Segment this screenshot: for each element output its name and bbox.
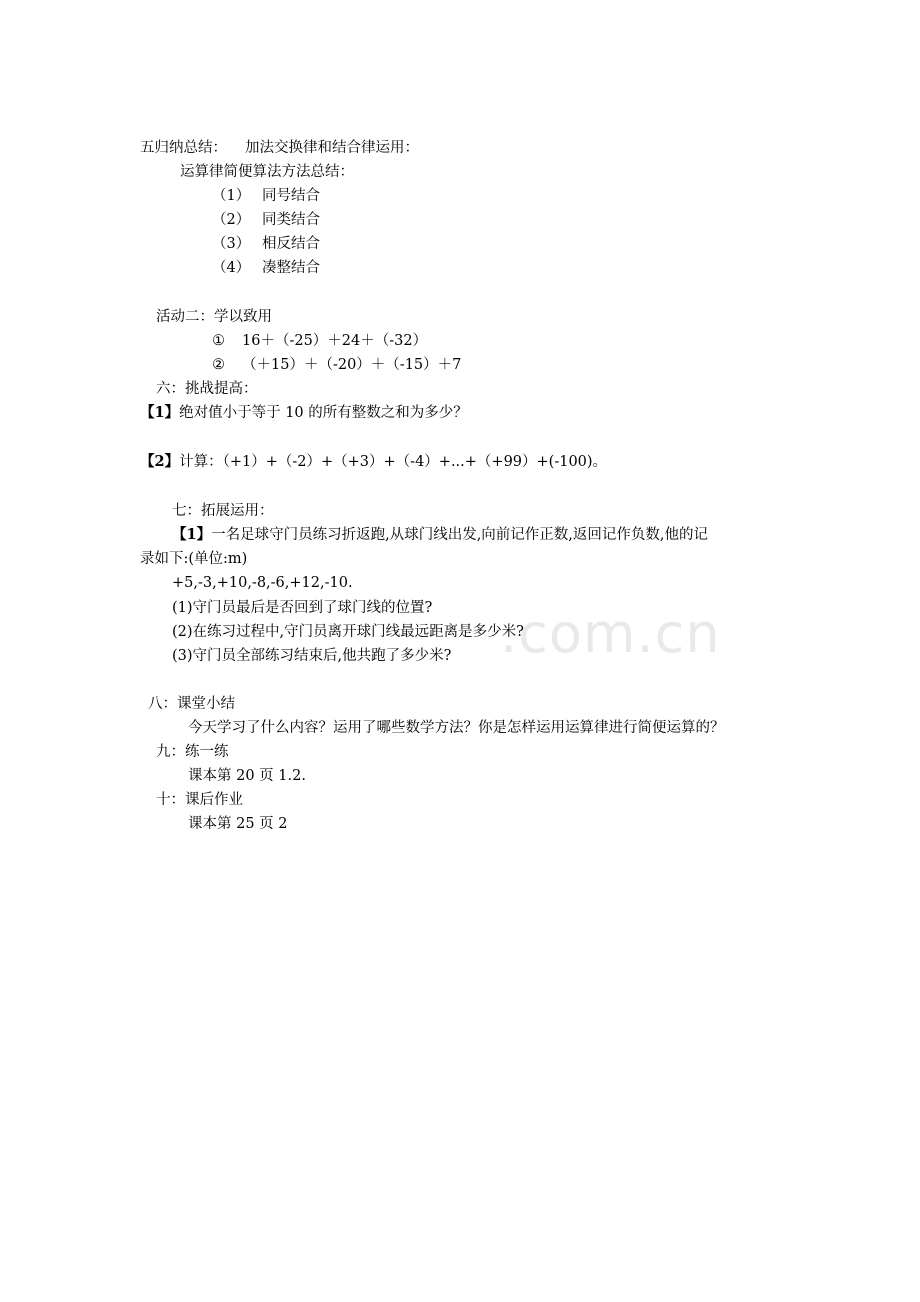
question-text: 计算：（+1）+（-2）+（+3）+（-4）+...+（+99）+(-100)。: [179, 454, 608, 470]
challenge-question-2: [140, 450, 607, 474]
list-item-number: （3）: [212, 236, 251, 252]
exercise-number: ①: [212, 333, 225, 349]
section-5-title-tail: 加法交换律和结合律运用：: [245, 140, 419, 156]
list-item-number: （4）: [212, 260, 251, 276]
challenge-question-1: [140, 401, 468, 425]
problem-line-1: [172, 523, 708, 547]
watermark: .com.cn: [500, 602, 721, 665]
problem-line-2: 录如下:(单位:m): [140, 551, 248, 567]
list-item-text: 相反结合: [262, 236, 320, 252]
list-item-number: （1）: [212, 188, 251, 204]
section-10-text: 课本第 25 页 2: [188, 816, 288, 832]
section-7-heading: 七：拓展运用：: [172, 503, 274, 519]
problem-text: 一名足球守门员练习折返跑,从球门线出发,向前记作正数,返回记作负数,他的记: [211, 527, 709, 543]
question-text: 绝对值小于等于 10 的所有整数之和为多少？: [179, 405, 468, 421]
list-item: [212, 256, 320, 280]
problem-tag: 【1】: [172, 526, 212, 543]
question-tag: 【1】: [140, 404, 180, 421]
section-10-heading: 十：课后作业: [156, 792, 243, 808]
exercise-item: [212, 329, 427, 353]
section-9-heading: 九：练一练: [156, 744, 229, 760]
list-item-text: 凑整结合: [262, 260, 320, 276]
section-8-text: 今天学习了什么内容？运用了哪些数学方法？你是怎样运用运算律进行简便运算的？: [188, 720, 725, 736]
list-item: [212, 184, 320, 208]
problem-data: +5,-3,+10,-8,-6,+12,-10.: [172, 575, 353, 591]
exercise-number: ②: [212, 357, 225, 373]
section-5-title: 五归纳总结：: [140, 140, 227, 156]
exercise-text: （＋15）＋（-20）＋（-15）＋7: [242, 357, 462, 373]
problem-question: (2)在练习过程中,守门员离开球门线最远距离是多少米?: [172, 624, 524, 640]
problem-question: (1)守门员最后是否回到了球门线的位置?: [172, 600, 433, 616]
section-5-subheading: 运算律简便算法方法总结：: [180, 164, 354, 180]
list-item: [212, 208, 320, 232]
activity-2-heading: 活动二：学以致用: [156, 309, 272, 325]
list-item: [212, 232, 320, 256]
list-item-text: 同类结合: [262, 212, 320, 228]
section-6-heading: 六：挑战提高：: [156, 381, 258, 397]
list-item-text: 同号结合: [262, 188, 320, 204]
list-item-number: （2）: [212, 212, 251, 228]
problem-question: (3)守门员全部练习结束后,他共跑了多少米?: [172, 648, 452, 664]
section-9-text: 课本第 20 页 1.2.: [188, 768, 306, 784]
exercise-text: 16＋（-25）＋24＋（-32）: [242, 333, 428, 349]
section-8-heading: 八：课堂小结: [148, 696, 235, 712]
question-tag: 【2】: [140, 453, 180, 470]
section-5-heading: [140, 136, 419, 160]
exercise-item: [212, 353, 461, 377]
